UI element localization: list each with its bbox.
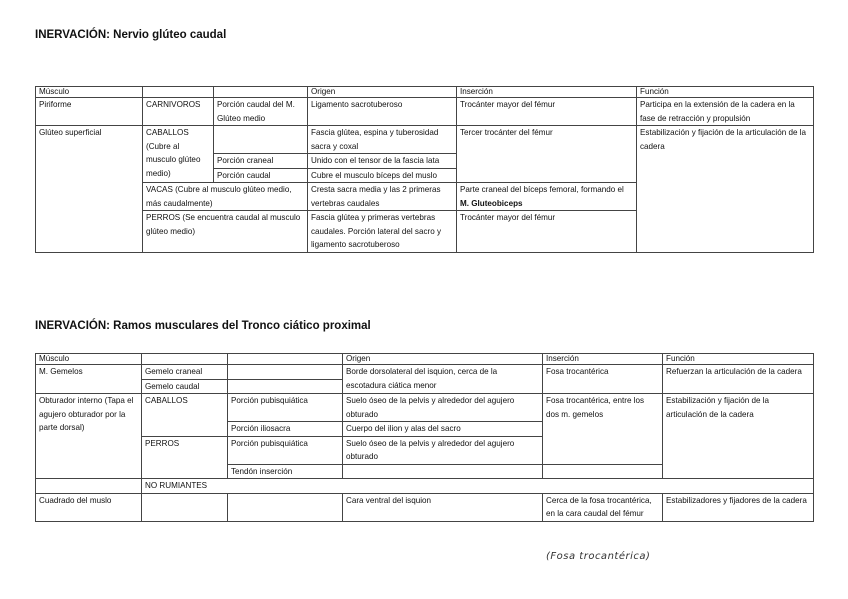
cuadrado-origen: Cara ventral del isquion — [343, 493, 543, 521]
no-rumiantes-blank — [36, 479, 142, 494]
table-row-piriforme — [36, 98, 814, 126]
header-musculo: Músculo — [36, 354, 142, 365]
gluteo-caballos-origen-2: Unido con el tensor de la fascia lata — [308, 154, 457, 169]
piriforme-origen: Ligamento sacrotuberoso — [308, 98, 457, 126]
gemelos-craneal-blank — [228, 365, 343, 380]
table-tronco-ciatico — [35, 353, 814, 522]
obturador-caballos: CABALLOS — [142, 394, 228, 437]
gluteo-perros-insercion: Trocánter mayor del fémur — [457, 211, 637, 253]
gluteo-caballos-porcion-3: Porción caudal — [214, 168, 308, 183]
table-row-gemelos-1 — [36, 365, 814, 380]
table-row-no-rumiantes — [36, 479, 814, 494]
cuadrado-blank-2 — [228, 493, 343, 521]
gluteo-caballos-origen-1: Fascia glútea, espina y tuberosidad sacra y coxal — [308, 126, 457, 154]
gluteo-musculo: Glúteo superficial — [36, 126, 143, 253]
header-insercion: Inserción — [457, 87, 637, 98]
obturador-origen-2: Suelo óseo de la pelvis y alrededor del agujero obturado — [343, 436, 543, 464]
header-origen: Origen — [308, 87, 457, 98]
piriforme-funcion: Participa en la extensión de la cadera en la fase de retracción y propulsión — [637, 98, 814, 126]
gluteo-caballos-porcion-1 — [214, 126, 308, 154]
piriforme-musculo: Piriforme — [36, 98, 143, 126]
table-row-cuadrado — [36, 493, 814, 521]
obturador-tendon: Tendón inserción — [228, 464, 343, 479]
section1-title: INERVACIÓN: Nervio glúteo caudal — [35, 29, 227, 41]
cuadrado-insercion: Cerca de la fosa trocantérica, en la cara caudal del fémur — [543, 493, 663, 521]
table-nervio-gluteo-caudal — [35, 86, 814, 253]
obturador-pubis-2: Porción pubisquiática — [228, 436, 343, 464]
gluteo-perros-especie: PERROS (Se encuentra caudal al musculo glúteo medio) — [143, 211, 308, 253]
obturador-tendon-insercion — [543, 464, 663, 479]
obturador-iliosacra: Porción iliosacra — [228, 422, 343, 437]
obturador-origen-ilio: Cuerpo del ilion y alas del sacro — [343, 422, 543, 437]
gluteo-vacas-insercion-bold: M. Gluteobiceps — [460, 198, 523, 208]
piriforme-especie: CARNIVOROS — [143, 98, 214, 126]
table-row-gluteo-1 — [36, 126, 814, 154]
gemelos-funcion: Refuerzan la articulación de la cadera — [663, 365, 814, 394]
gluteo-caballos: CABALLOS (Cubre al musculo glúteo medio) — [143, 126, 214, 183]
header-blank-1 — [143, 87, 214, 98]
cuadrado-funcion: Estabilizadores y fijadores de la cadera — [663, 493, 814, 521]
table-row-obturador-1 — [36, 394, 814, 422]
gemelos-origen: Borde dorsolateral del isquion, cerca de la escotadura ciática menor — [343, 365, 543, 394]
cuadrado-blank-1 — [142, 493, 228, 521]
piriforme-insercion: Trocánter mayor del fémur — [457, 98, 637, 126]
header-origen: Origen — [343, 354, 543, 365]
header-funcion: Función — [663, 354, 814, 365]
gluteo-perros-origen: Fascia glútea y primeras vertebras caudales. Porción lateral del sacro y ligamento sacrotuberoso — [308, 211, 457, 253]
obturador-insercion: Fosa trocantérica, entre los dos m. gemelos — [543, 394, 663, 465]
header-funcion: Función — [637, 87, 814, 98]
gluteo-vacas-insercion-text: Parte craneal del bíceps femoral, formando el — [460, 185, 624, 194]
header-musculo: Músculo — [36, 87, 143, 98]
obturador-pubis-1: Porción pubisquiática — [228, 394, 343, 422]
header-blank-2 — [214, 87, 308, 98]
section2-title: INERVACIÓN: Ramos musculares del Tronco ciático proximal — [35, 320, 371, 332]
obturador-tendon-origen — [343, 464, 543, 479]
gluteo-caballos-porcion-2: Porción craneal — [214, 154, 308, 169]
gluteo-vacas-especie: VACAS (Cubre al musculo glúteo medio, más caudalmente) — [143, 183, 308, 211]
gluteo-vacas-insercion — [457, 183, 637, 211]
header-insercion: Inserción — [543, 354, 663, 365]
obturador-musculo: Obturador interno (Tapa el agujero obturador por la parte dorsal) — [36, 394, 142, 479]
gemelos-musculo: M. Gemelos — [36, 365, 142, 394]
gemelos-caudal-blank — [228, 379, 343, 394]
gluteo-vacas-origen: Cresta sacra media y las 2 primeras vertebras caudales — [308, 183, 457, 211]
gluteo-funcion: Estabilización y fijación de la articulación de la cadera — [637, 126, 814, 253]
gluteo-caballos-insercion: Tercer trocánter del fémur — [457, 126, 637, 183]
table-header-row — [36, 354, 814, 365]
table-header-row — [36, 87, 814, 98]
no-rumiantes-label: NO RUMIANTES — [142, 479, 814, 494]
piriforme-porcion: Porción caudal del M. Glúteo medio — [214, 98, 308, 126]
cuadrado-musculo: Cuadrado del muslo — [36, 493, 142, 521]
obturador-funcion: Estabilización y fijación de la articulación de la cadera — [663, 394, 814, 479]
gluteo-caballos-origen-3: Cubre el musculo bíceps del muslo — [308, 168, 457, 183]
gemelos-caudal: Gemelo caudal — [142, 379, 228, 394]
header-blank-2 — [228, 354, 343, 365]
gemelos-insercion: Fosa trocantérica — [543, 365, 663, 394]
obturador-origen-1: Suelo óseo de la pelvis y alrededor del agujero obturado — [343, 394, 543, 422]
header-blank-1 — [142, 354, 228, 365]
obturador-perros: PERROS — [142, 436, 228, 479]
handwritten-note: (Fosa trocantérica) — [546, 551, 651, 562]
gemelos-craneal: Gemelo craneal — [142, 365, 228, 380]
